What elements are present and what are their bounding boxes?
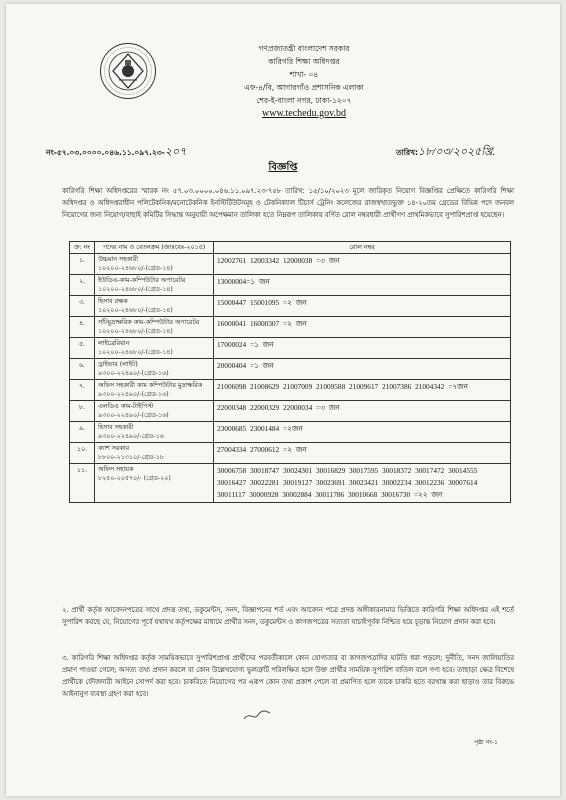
- row-post: [95, 254, 214, 275]
- header-serial: ক্র: নং: [70, 242, 95, 254]
- table-row: [70, 296, 511, 317]
- branch-name: শাখা- ০৪: [289, 70, 319, 79]
- table-row: [70, 464, 511, 503]
- post-name: ইউডিএ-কাম-কম্পিউটার অপারেটর: [98, 277, 186, 284]
- memo-date-label: তারিখ:: [396, 148, 418, 157]
- table-row: [70, 254, 511, 275]
- memo-number-handwritten: ২০৭: [164, 146, 187, 158]
- table-row: [70, 317, 511, 338]
- header-rolls: রোল নম্বর: [214, 242, 511, 254]
- table-row: [70, 422, 511, 443]
- row-post: [95, 296, 214, 317]
- table-row: [70, 338, 511, 359]
- directorate-name: কারিগরি শিক্ষা অধিদপ্তর: [268, 57, 340, 66]
- post-pay-scale: ১০২০০-২৪৬৮০/-(গ্রেড-১৪): [98, 286, 173, 293]
- document-page: [6, 4, 560, 796]
- row-serial: ৩.: [70, 296, 95, 317]
- table-row: [70, 401, 511, 422]
- post-name: এলডিএ কাম-টাইপিস্ট: [98, 403, 154, 410]
- post-name: অফিস সহায়ক: [98, 466, 134, 473]
- row-roll-numbers: 27004334 27000612 =২ জন: [214, 443, 511, 464]
- row-roll-numbers: 17000024 =১ জন: [214, 338, 511, 359]
- row-post: [95, 275, 214, 296]
- row-roll-numbers: 13000004=১ জন: [214, 275, 511, 296]
- row-post: [95, 380, 214, 401]
- row-serial: ৪.: [70, 317, 95, 338]
- row-roll-numbers: 15000447 15001095 =২ জন: [214, 296, 511, 317]
- row-post: [95, 422, 214, 443]
- row-serial: ৮.: [70, 401, 95, 422]
- row-post: [95, 317, 214, 338]
- table-row: [70, 380, 511, 401]
- row-serial: ৫.: [70, 338, 95, 359]
- website-link[interactable]: www.techedu.gov.bd: [262, 108, 346, 119]
- table-body: [70, 254, 511, 503]
- address-line-2: শের-ই-বাংলা নগর, ঢাকা-১২০৭: [256, 96, 352, 105]
- row-serial: ১০.: [70, 443, 95, 464]
- post-name: হিসাব সহকারী: [98, 424, 134, 431]
- post-pay-scale: ৯৩০০-২২৪৯০/-(গ্রেড-১৬): [98, 370, 169, 377]
- signature-mark: [242, 707, 272, 723]
- table-row: [70, 359, 511, 380]
- post-name: উচ্চমান সহকারী: [98, 256, 139, 263]
- post-pay-scale: ১০২০০-২৪৬৮০/-(গ্রেড-১৪): [98, 307, 173, 314]
- address-line-1: এফ-৪/বি, আগারগাঁও প্রশাসনিক এলাকা: [244, 83, 364, 92]
- post-name: অফিস সহকারী কাম কম্পিউটার মুদ্রাক্ষরিক: [98, 382, 203, 389]
- post-pay-scale: ৯৩০০-২২৪৯০/-(গ্রেড-১৬): [98, 412, 169, 419]
- memo-number-label: নং-: [46, 148, 57, 157]
- post-name: হিসাব রক্ষক: [98, 298, 128, 305]
- post-pay-scale: ৮৮০০-২১৩১০/-গ্রেড-১৮: [98, 454, 164, 461]
- row-roll-numbers: 22000348 22000329 22000034 =৩ জন: [214, 401, 511, 422]
- post-name: ক্যাশ সরকার: [98, 445, 130, 452]
- row-post: [95, 443, 214, 464]
- post-name: লাইব্রেরিয়ান: [98, 340, 130, 347]
- letterhead: [224, 42, 384, 120]
- table-row: [70, 275, 511, 296]
- row-serial: ৯.: [70, 422, 95, 443]
- row-post: [95, 401, 214, 422]
- row-roll-numbers: 16000041 16000307 =২ জন: [214, 317, 511, 338]
- row-serial: ৭.: [70, 380, 95, 401]
- post-name: ড্রাইভার (লাইট): [98, 361, 138, 368]
- government-name: গণপ্রজাতন্ত্রী বাংলাদেশ সরকার: [258, 44, 350, 53]
- page-number: পৃষ্ঠা নং-১: [474, 739, 498, 746]
- intro-paragraph: কারিগরি শিক্ষা অধিদপ্তরের স্মারক নং ৫৭.০৩.০০০০.০৪৬.১১.০৯৭.২৩-৭৫৮ তারিখ: ১৫/১০/২০২৩ মূলে জারিকৃত নিয়োগ বিজ্ঞপ্তির প্রেক্ষিতে কারিগরি শিক্ষা অধিদপ্তর ও অধিদপ্তরাধীন পলিটেকনিক/মনোটেকনিক ইনস্টিটিউটসমূহ ও টেকনিক্যাল টিচার্স ট্রেনিং কলেজের রাজস্বখাতভুক্ত ১৪-২০তম গ্রেডের বিভিন্ন পদে জনবল নিয়োগের জন্য নিয়োগ/বাছাই কমিটির সিদ্ধান্ত অনুযায়ী অপেক্ষমান তালিকা হতে নিম্নরূপ তালিকায় বর্ণিত রোল নম্বরধারী প্রার্থীগণ প্রাথমিকভাবে সুপারিশপ্রাপ্ত হয়েছেন।: [62, 187, 514, 219]
- condition-paragraph-2: ২. প্রার্থী কর্তৃক আবেদনপত্রের সাথে প্রদত্ত তথ্য, ডকুমেন্টস, সনদ, বিজ্ঞাপনের শর্ত এবং আবেদন পত্রে প্রদত্ত অঙ্গীকারনামার ভিত্তিতে কারিগরি শিক্ষা অধিদপ্তর এই শর্তে সুপারিশ করছে যে, নিয়োগের পূর্বে যথাযথ কর্তৃপক্ষের মাধ্যমে প্রার্থীর সনদ, ডকুমেন্টস ও কাগজপত্রের সত্যতা যাচাইপূর্বক নিশ্চিত হয়ে চূড়ান্ত নিয়োগ প্রদান করা হবে।: [62, 606, 514, 626]
- notice-title: বিজ্ঞপ্তি: [268, 162, 298, 173]
- row-serial: ২.: [70, 275, 95, 296]
- row-post: [95, 464, 214, 503]
- post-pay-scale: ১০২০০-২৪৬৮০/-(গ্রেড-১৪): [98, 265, 173, 272]
- post-pay-scale: ১০২০০-২৪৬৮০/-(গ্রেড-১৪): [98, 328, 173, 335]
- directorate-seal-icon: [99, 42, 157, 100]
- row-serial: ১.: [70, 254, 95, 275]
- row-serial: ১১.: [70, 464, 95, 503]
- row-roll-numbers: 20000404 =১ জন: [214, 359, 511, 380]
- condition-paragraph-3: ৩. কারিগরি শিক্ষা অধিদপ্তর কর্তৃক সাময়িকভাবে সুপারিশপ্রাপ্ত প্রার্থীদের পরবর্তীকালে কোন যোগ্যতার বা কাগজপত্রাদির ঘাটতি ধরা পড়লে; দুর্নীতি, সনদ জালিয়াতির প্রমাণ পাওয়া গেলে; অসত্য তথ্য প্রদান করলে বা কোন উল্লেখযোগ্য ভুলত্রুটি পরিলক্ষিত হলে উক্ত প্রার্থীর সাময়িক সুপারিশ বাতিল বলে গণ্য হবে। তাছাড়া ক্ষেত্র বিশেষে প্রার্থীকে ফৌজদারী আইনে সোপর্দ করা হবে। চাকরিতে নিয়োগের পর এরূপ কোন তথ্য প্রকাশ পেলে বা প্রমাণিত হলে তাকে চাকরি হতে বরখাস্ত করা ছাড়াও তার বিরুদ্ধে আইনানুগ ব্যবস্থা গ্রহণ করা হবে।: [62, 654, 514, 698]
- memo-number-value: ৫৭.০৩.০০০০.০৪৬.১১.০৯৭.২৩-: [56, 148, 165, 157]
- row-roll-numbers: 21006098 21008629 21007009 21009588 21009617 21007386 21004342 =৭জন: [214, 380, 511, 401]
- post-pay-scale: ৮২৫০-২০৫৭০/- (গ্রেড-২০): [98, 475, 171, 482]
- row-serial: ৬.: [70, 359, 95, 380]
- table-row: [70, 443, 511, 464]
- table-header-row: [70, 242, 511, 254]
- post-pay-scale: ৯৩০০-২২৪৯০/-(গ্রেড-১৬): [98, 391, 169, 398]
- row-post: [95, 359, 214, 380]
- recommendation-table: [69, 241, 511, 503]
- row-roll-numbers: 30006758 30018747 30024301 30016829 30017595 30018372 30017472 30014555 30016427 30022281 30019127 30023691 30023421 30002234 30012236 30007614 30011117 30000928 30002884 30011786 30010668 30016730 =২২ জন: [214, 464, 511, 503]
- row-post: [95, 338, 214, 359]
- post-pay-scale: ১০২০০-২৪৬৮০/-(গ্রেড-১৪): [98, 349, 173, 356]
- row-roll-numbers: 12002761 12003342 12000038 =৩ জন: [214, 254, 511, 275]
- row-roll-numbers: 23000685 23001484 =২জন: [214, 422, 511, 443]
- post-name: সাঁটমুদ্রাক্ষরিক কাম-কম্পিউটার অপারেটর: [98, 319, 200, 326]
- memo-date-value: ১৮/০৩/২০২৫খ্রি.: [418, 146, 496, 158]
- post-pay-scale: ৯৩০০-২২৪৯০/-গ্রেড-১৬: [98, 433, 164, 440]
- header-post: পদের নাম ও বেতনক্রম (জাঃবেঃ-২০১৫): [95, 242, 214, 254]
